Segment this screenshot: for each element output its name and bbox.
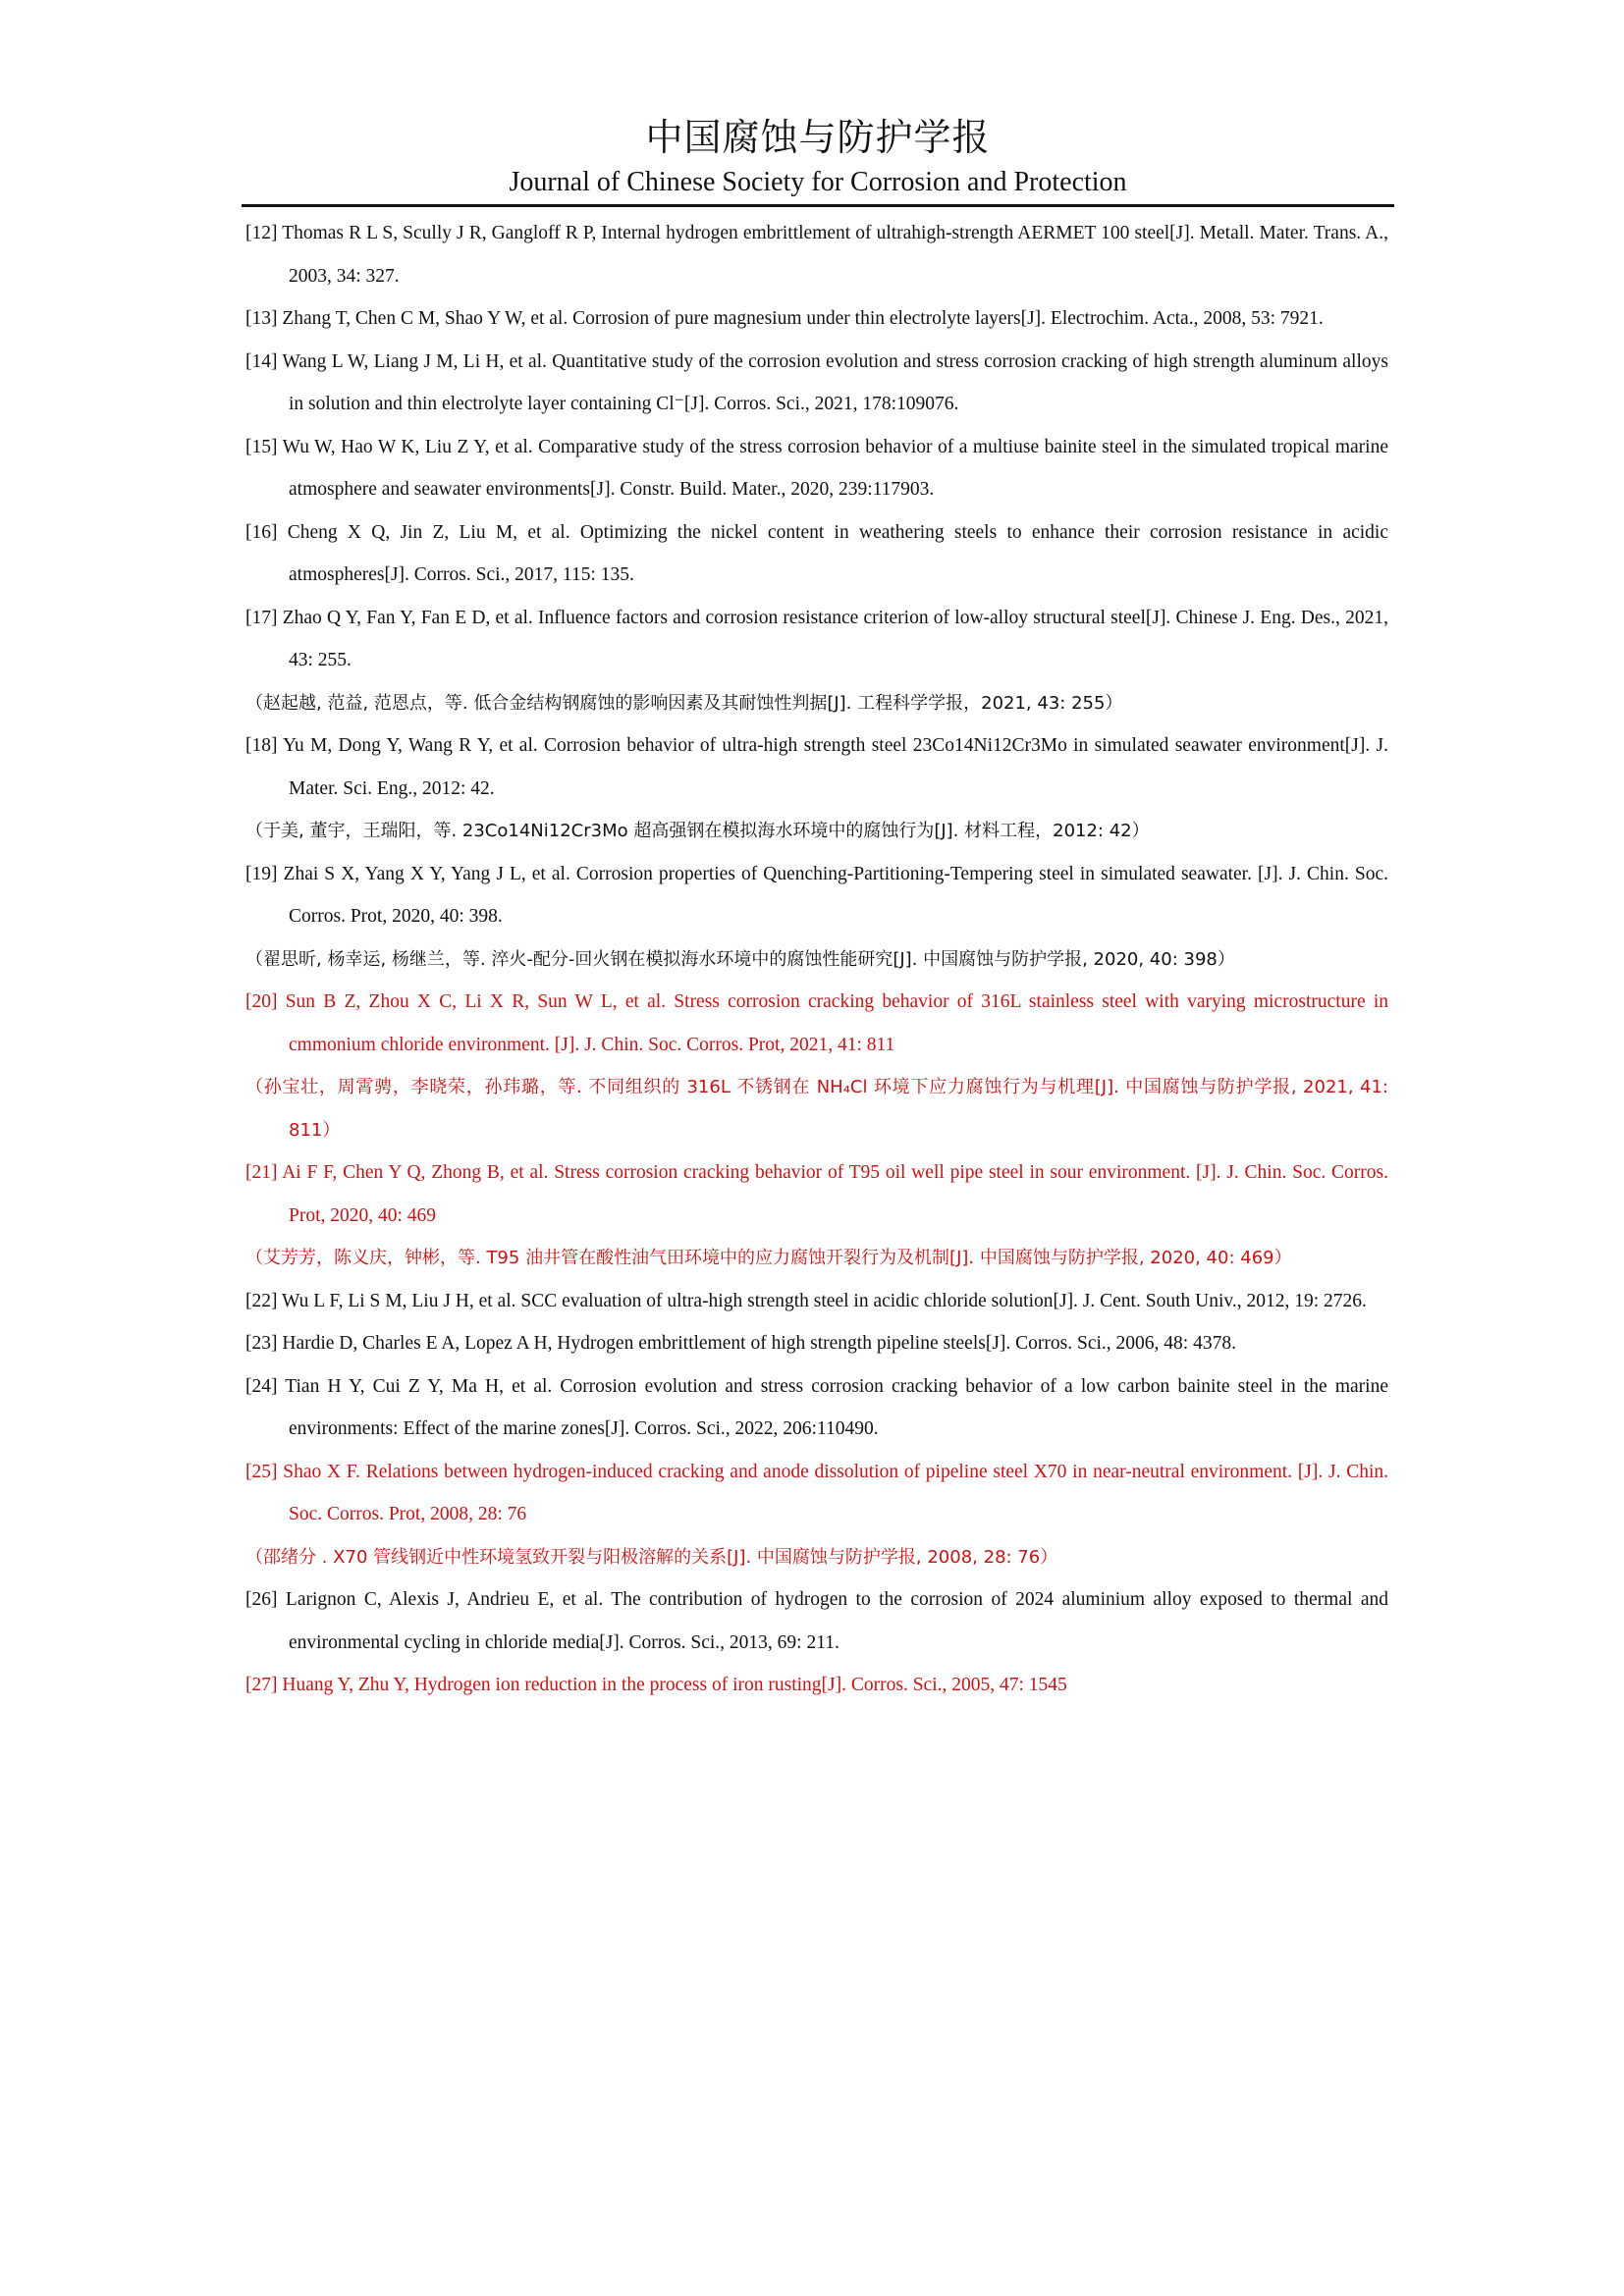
reference-entry: [21] Ai F F, Chen Y Q, Zhong B, et al. Stress corrosion cracking behavior of T95 oil well pipe steel in sour environment. [J]. J. Chin. Soc. Corros. Prot, 2020, 40: 469 (245, 1162, 1388, 1226)
reference-translation: （于美, 董宇，王瑞阳，等. 23Co14Ni12Cr3Mo 超高强钢在模拟海水环境中的腐蚀行为[J]. 材料工程，2012: 42） (245, 821, 1150, 841)
reference-entry: [18] Yu M, Dong Y, Wang R Y, et al. Corrosion behavior of ultra-high strength steel 23Co14Ni12Cr3Mo in simulated seawater environment[J]. J. Mater. Sci. Eng., 2012: 42. (245, 735, 1388, 799)
reference-list (245, 212, 1388, 1707)
reference-translation: （邵绪分 . X70 管线钢近中性环境氢致开裂与阳极溶解的关系[J]. 中国腐蚀与防护学报, 2008, 28: 76） (245, 1546, 1058, 1568)
reference-entry: [20] Sun B Z, Zhou X C, Li X R, Sun W L, et al. Stress corrosion cracking behavior of 316L stainless steel with varying microstructure in cmmonium chloride environment. [J]. J. Chin. Soc. Corros. Prot, 2021, 41: 811 (245, 991, 1388, 1055)
reference-entry: [19] Zhai S X, Yang X Y, Yang J L, et al. Corrosion properties of Quenching-Partitioning-Tempering steel in simulated seawater. [J]. J. Chin. Soc. Corros. Prot, 2020, 40: 398. (245, 863, 1388, 927)
journal-title-chinese: 中国腐蚀与防护学报 (645, 116, 991, 159)
journal-header (242, 110, 1394, 202)
journal-title-english: Journal of Chinese Society for Corrosion and Protection (509, 167, 1127, 197)
reference-entry: [14] Wang L W, Liang J M, Li H, et al. Quantitative study of the corrosion evolution and stress corrosion cracking of high strength aluminum alloys in solution and thin electrolyte layer containing Cl⁻[J]. Corros. Sci., 2021, 178:109076. (245, 350, 1388, 414)
header-divider (242, 204, 1394, 207)
reference-translation: （赵起越, 范益, 范恩点，等. 低合金结构钢腐蚀的影响因素及其耐蚀性判据[J]. 工程科学学报，2021, 43: 255） (245, 692, 1123, 714)
reference-entry: [26] Larignon C, Alexis J, Andrieu E, et al. The contribution of hydrogen to the corrosion of 2024 aluminium alloy exposed to thermal and environmental cycling in chloride media[J]. Corros. Sci., 2013, 69: 211. (245, 1589, 1388, 1653)
reference-entry: [12] Thomas R L S, Scully J R, Gangloff R P, Internal hydrogen embrittlement of ultrahigh-strength AERMET 100 steel[J]. Metall. Mater. Trans. A., 2003, 34: 327. (245, 223, 1388, 287)
reference-translation: （孙宝壮，周霄骋，李晓荣，孙玮璐，等. 不同组织的 316L 不锈钢在 NH₄Cl 环境下应力腐蚀行为与机理[J]. 中国腐蚀与防护学报, 2021, 41: 811） (245, 1077, 1388, 1141)
reference-entry: [27] Huang Y, Zhu Y, Hydrogen ion reduction in the process of iron rusting[J]. Corros. Sci., 2005, 47: 1545 (245, 1675, 1067, 1695)
reference-entry: [23] Hardie D, Charles E A, Lopez A H, Hydrogen embrittlement of high strength pipeline steels[J]. Corros. Sci., 2006, 48: 4378. (245, 1333, 1236, 1354)
reference-entry: [13] Zhang T, Chen C M, Shao Y W, et al. Corrosion of pure magnesium under thin electrolyte layers[J]. Electrochim. Acta., 2008, 53: 7921. (245, 308, 1324, 329)
reference-entry: [16] Cheng X Q, Jin Z, Liu M, et al. Optimizing the nickel content in weathering steels to enhance their corrosion resistance in acidic atmospheres[J]. Corros. Sci., 2017, 115: 135. (245, 521, 1388, 585)
reference-entry: [24] Tian H Y, Cui Z Y, Ma H, et al. Corrosion evolution and stress corrosion cracking behavior of a low carbon bainite steel in the marine environments: Effect of the marine zones[J]. Corros. Sci., 2022, 206:110490. (245, 1375, 1388, 1439)
reference-entry: [17] Zhao Q Y, Fan Y, Fan E D, et al. Influence factors and corrosion resistance criterion of low-alloy structural steel[J]. Chinese J. Eng. Des., 2021, 43: 255. (245, 607, 1388, 670)
reference-entry: [15] Wu W, Hao W K, Liu Z Y, et al. Comparative study of the stress corrosion behavior of a multiuse bainite steel in the simulated tropical marine atmosphere and seawater environments[J]. Constr. Build. Mater., 2020, 239:117903. (245, 436, 1388, 500)
reference-translation: （翟思昕, 杨幸运, 杨继兰，等. 淬火-配分-回火钢在模拟海水环境中的腐蚀性能研究[J]. 中国腐蚀与防护学报, 2020, 40: 398） (245, 948, 1235, 970)
reference-entry: [25] Shao X F. Relations between hydrogen-induced cracking and anode dissolution of pipeline steel X70 in near-neutral environment. [J]. J. Chin. Soc. Corros. Prot, 2008, 28: 76 (245, 1461, 1388, 1524)
reference-entry: [22] Wu L F, Li S M, Liu J H, et al. SCC evaluation of ultra-high strength steel in acidic chloride solution[J]. J. Cent. South Univ., 2012, 19: 2726. (245, 1290, 1367, 1311)
reference-translation: （艾芳芳，陈义庆，钟彬，等. T95 油井管在酸性油气田环境中的应力腐蚀开裂行为及机制[J]. 中国腐蚀与防护学报, 2020, 40: 469） (245, 1248, 1292, 1268)
